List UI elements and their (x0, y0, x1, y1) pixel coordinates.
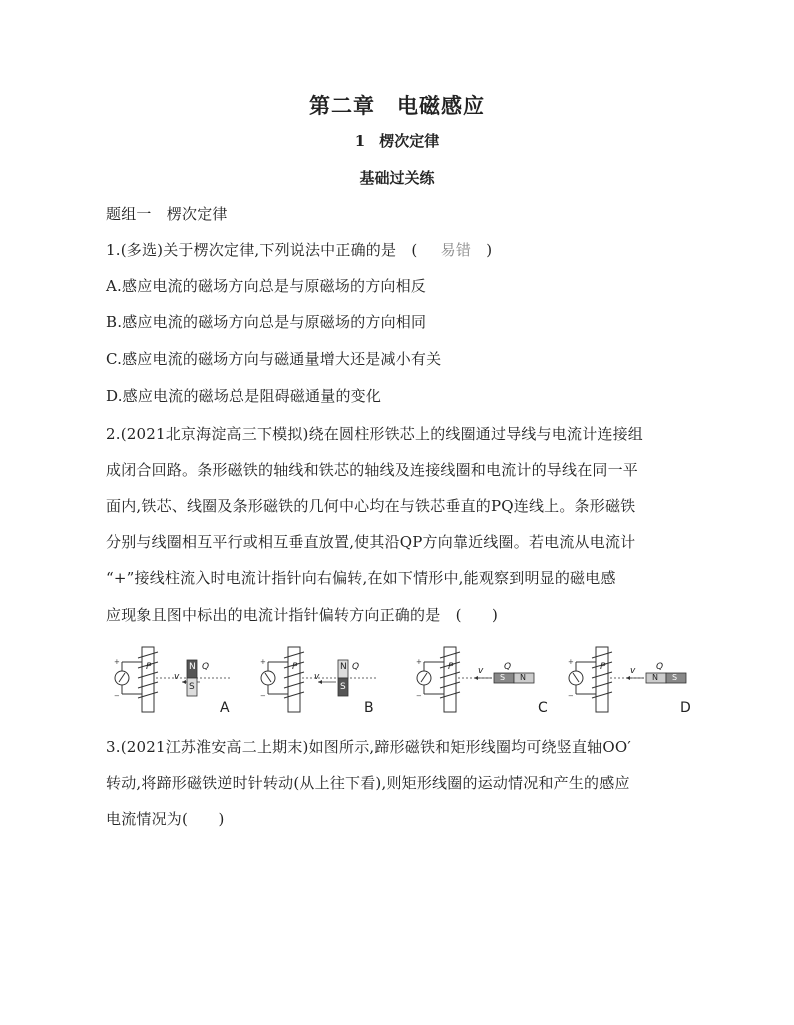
figure-label: A (220, 700, 230, 716)
figure-a (112, 642, 272, 722)
velocity-label: v (630, 666, 636, 676)
point-p: P (600, 662, 606, 672)
option-b: B.感应电流的磁场方向总是与原磁场的方向相同 (106, 313, 427, 331)
option-d: D.感应电流的磁场总是阻碍磁通量的变化 (106, 387, 382, 405)
question-2-line: “+”接线柱流入时电流计指针向右偏转,在如下情形中,能观察到明显的磁电感 (106, 569, 616, 587)
question-2-line: 面内,铁芯、线圈及条形磁铁的几何中心均在与铁芯垂直的PQ连线上。条形磁铁 (106, 497, 636, 515)
question-2-line: 应现象且图中标出的电流计指针偏转方向正确的是 ( ) (106, 606, 499, 624)
pole-n: N (652, 673, 658, 682)
velocity-label: v (314, 672, 320, 682)
group-title: 题组一 楞次定律 (106, 205, 228, 223)
question-1-close: ) (471, 241, 493, 259)
question-3-line: 电流情况为( ) (106, 810, 225, 828)
difficulty-tag: 易错 (440, 241, 472, 259)
figure-label: B (364, 700, 374, 716)
question-2-line: 成闭合回路。条形磁铁的轴线和铁芯的轴线及连接线圈和电流计的导线在同一平 (106, 461, 639, 479)
question-2-line: 分别与线圈相互平行或相互垂直放置,使其沿QP方向靠近线圈。若电流从电流计 (106, 533, 636, 551)
pole-n: N (340, 662, 347, 672)
point-q: Q (656, 662, 664, 672)
point-p: P (146, 662, 152, 672)
velocity-label: v (478, 666, 484, 676)
option-c: C.感应电流的磁场方向与磁通量增大还是减小有关 (106, 350, 442, 368)
subsection-title: 基础过关练 (359, 169, 435, 187)
pole-n: N (189, 662, 196, 672)
pole-n: N (520, 673, 526, 682)
velocity-label: v (174, 672, 180, 682)
section-title (0, 130, 794, 151)
chapter-title: 第二章 电磁感应 (309, 93, 485, 118)
svg-text:+: + (114, 658, 120, 666)
point-q: Q (352, 662, 360, 672)
point-p: P (448, 662, 454, 672)
figure-label: D (680, 700, 691, 716)
figure-d (566, 642, 726, 722)
question-1-text: 1.(多选)关于楞次定律,下列说法中正确的是 ( (106, 241, 433, 259)
figure-b (258, 642, 418, 722)
svg-text:+: + (260, 658, 266, 666)
svg-text:+: + (568, 658, 574, 666)
pole-s: S (189, 682, 195, 692)
figure-label: C (538, 700, 548, 716)
point-q: Q (504, 662, 512, 672)
question-2-line: 2.(2021北京海淀高三下模拟)绕在圆柱形铁芯上的线圈通过导线与电流计连接组 (106, 425, 643, 443)
question-3-line: 转动,将蹄形磁铁逆时针转动(从上往下看),则矩形线圈的运动情况和产生的感应 (106, 774, 630, 792)
question-1-stem (106, 239, 492, 260)
point-p: P (292, 662, 298, 672)
circuit-diagram (566, 642, 726, 722)
question-3-line: 3.(2021江苏淮安高二上期末)如图所示,蹄形磁铁和矩形线圈均可绕竖直轴OO′ (106, 738, 631, 756)
svg-text:+: + (416, 658, 422, 666)
option-a: A.感应电流的磁场方向总是与原磁场的方向相反 (106, 277, 427, 295)
pole-s: S (340, 682, 346, 692)
svg-text:−: − (260, 692, 266, 700)
circuit-diagram (414, 642, 574, 722)
svg-text:−: − (114, 692, 120, 700)
point-q: Q (202, 662, 210, 672)
pole-s: S (500, 673, 506, 682)
figure-c (414, 642, 574, 722)
section-number: 1 (354, 132, 366, 150)
circuit-diagram (258, 642, 418, 722)
pole-s: S (672, 673, 678, 682)
svg-text:−: − (416, 692, 422, 700)
section-name: 楞次定律 (379, 132, 440, 150)
svg-text:−: − (568, 692, 574, 700)
